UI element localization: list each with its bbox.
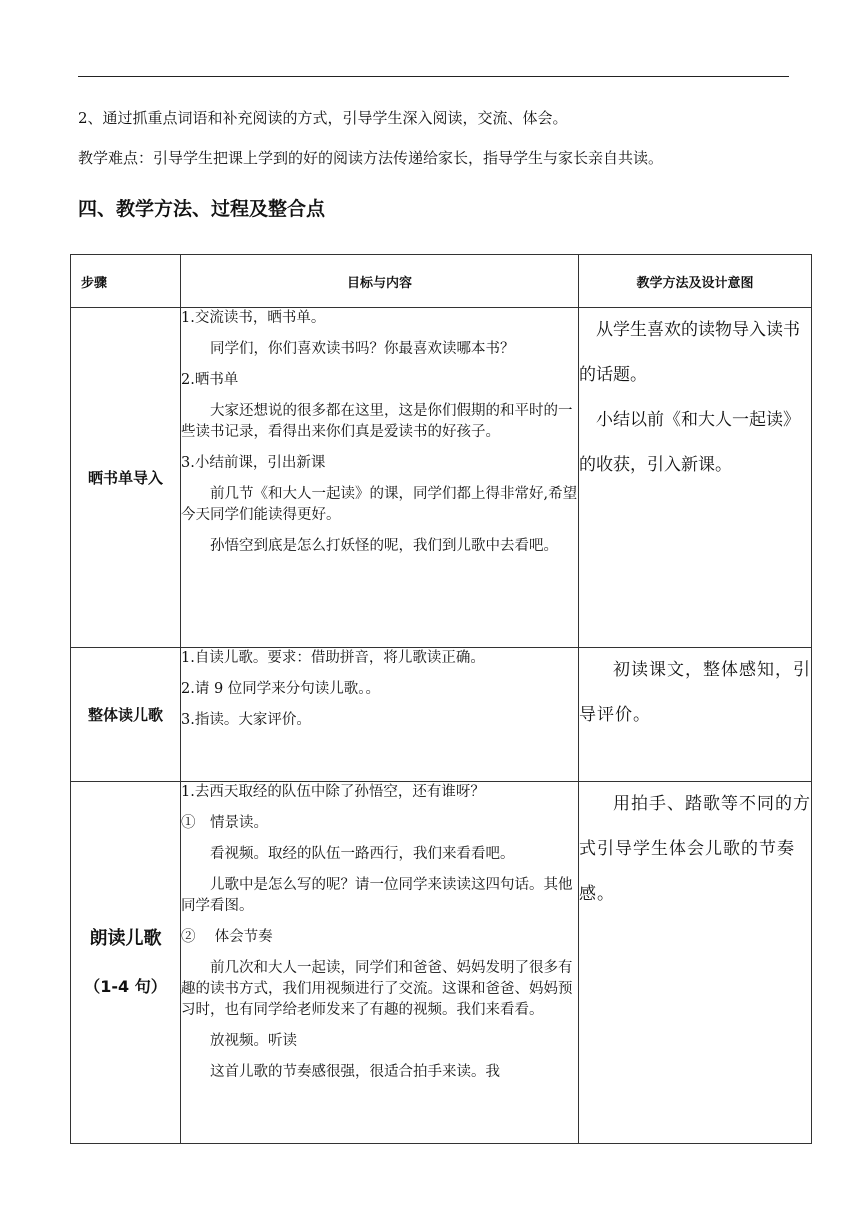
content-line: 前几次和大人一起读，同学们和爸爸、妈妈发明了很多有趣的读书方式，我们用视频进行了交流。这课和爸爸、妈妈预习时，也有同学给老师发来了有趣的视频。我们来看看。: [181, 960, 573, 1018]
objective-line: 2、通过抓重点词语和补充阅读的方式，引导学生深入阅读，交流、体会。: [78, 109, 568, 127]
method-text: 从学生喜欢的读物导入读书的话题。: [579, 320, 800, 385]
content-line: 大家还想说的很多都在这里，这是你们假期的和平时的一些读书记录，看得出来你们真是爱读书的好孩子。: [181, 403, 573, 440]
content-line: 2.晒书单: [181, 372, 239, 388]
table-header-row: [71, 255, 812, 308]
header-method: 教学方法及设计意图: [579, 255, 812, 308]
step-subtitle: （1-4 句）: [84, 976, 167, 996]
content-cell: [181, 648, 579, 782]
content-line: 2.请 9 位同学来分句读儿歌。。: [181, 681, 381, 697]
step-title: 朗读儿歌: [89, 927, 162, 949]
method-text: 初读课文，整体感知，引导评价。: [579, 660, 811, 725]
method-cell: [579, 648, 812, 782]
difficulty-line: 教学难点：引导学生把课上学到的好的阅读方法传递给家长，指导学生与家长亲自共读。: [78, 149, 664, 167]
section-heading: 四、教学方法、过程及整合点: [78, 198, 326, 220]
content-line: ② 体会节奏: [181, 929, 273, 945]
content-line: 3.小结前课，引出新课: [181, 455, 326, 471]
content-line: 这首儿歌的节奏感很强，很适合拍手来读。我: [210, 1064, 500, 1080]
content-line: 放视频。听读: [210, 1033, 297, 1049]
header-rule: [78, 76, 789, 77]
step-cell: 整体读儿歌: [71, 648, 181, 782]
content-line: 前几节《和大人一起读》的课，同学们都上得非常好,希望今天同学们能读得更好。: [181, 486, 578, 523]
step-cell: 晒书单导入: [71, 308, 181, 648]
step-cell: [71, 782, 181, 1144]
content-line: 1.交流读书，晒书单。: [181, 310, 326, 326]
content-cell: [181, 782, 579, 1144]
header-step: 步骤: [71, 255, 181, 308]
table-row: [71, 648, 812, 782]
method-cell: [579, 308, 812, 648]
method-text: 用拍手、踏歌等不同的方式引导学生体会儿歌的节奏感。: [579, 794, 811, 904]
content-line: ① 情景读。: [181, 815, 268, 831]
method-cell: [579, 782, 812, 1144]
table-row: [71, 308, 812, 648]
content-line: 1.自读儿歌。要求：借助拼音，将儿歌读正确。: [181, 650, 485, 666]
content-line: 3.指读。大家评价。: [181, 712, 311, 728]
table-row: [71, 782, 812, 1144]
content-line: 儿歌中是怎么写的呢？请一位同学来读读这四句话。其他同学看图。: [181, 877, 573, 914]
method-text: 小结以前《和大人一起读》的收获，引入新课。: [579, 410, 800, 475]
lesson-table: [70, 254, 812, 1144]
content-line: 同学们，你们喜欢读书吗？你最喜欢读哪本书？: [210, 341, 515, 357]
content-line: 孙悟空到底是怎么打妖怪的呢，我们到儿歌中去看吧。: [210, 538, 558, 554]
content-line: 1.去西天取经的队伍中除了孙悟空，还有谁呀？: [181, 784, 485, 800]
content-cell: [181, 308, 579, 648]
header-content: 目标与内容: [181, 255, 579, 308]
content-line: 看视频。取经的队伍一路西行，我们来看看吧。: [210, 846, 515, 862]
